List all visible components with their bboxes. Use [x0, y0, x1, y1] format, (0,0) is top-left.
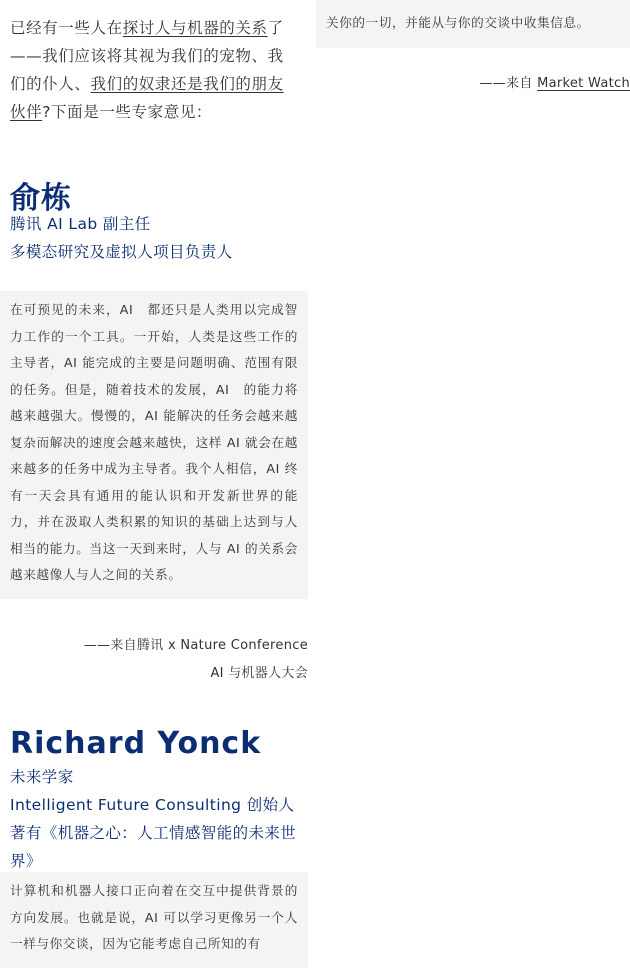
expert-role: 著有《机器之心：人工情感智能的未来世界》 — [10, 824, 297, 870]
expert-role: Intelligent Future Consulting 创始人 — [10, 796, 295, 814]
expert-name: Richard Yonck — [10, 726, 262, 761]
expert-name: 俞栋 — [10, 181, 72, 216]
expert-role: 腾讯 AI Lab 副主任 — [10, 215, 151, 233]
source-line: ——来自腾讯 x Nature Conference — [83, 638, 308, 653]
source-prefix: ——来自 — [479, 76, 538, 91]
intro-text-3: ?下面是一些专家意见： — [42, 103, 213, 121]
expert-roles — [0, 210, 233, 266]
market-watch-link[interactable]: Market Watch — [537, 76, 630, 91]
source-line: AI 与机器人大会 — [210, 666, 308, 681]
intro-underlined-1: 探讨人与机器的关系 — [122, 19, 268, 37]
quote-source — [316, 70, 630, 98]
intro-paragraph — [0, 0, 308, 126]
intro-underlined-2: 我们的奴隶还是我们的朋友伙伴 — [10, 75, 284, 121]
expert-role: 未来学家 — [10, 768, 74, 786]
expert-quote: 计算机和机器人接口正向着在交互中提供背景的方向发展。也就是说，AI 可以学习更像另一个人一样与你交谈，因为它能考虑自己所知的有 — [0, 872, 308, 968]
expert-roles — [0, 763, 308, 875]
expert-role: 多模态研究及虚拟人项目负责人 — [10, 243, 233, 261]
left-column — [0, 0, 308, 951]
quote-source — [0, 632, 326, 688]
intro-text-2: 了——我们应该将其视为我们的宠物、我们的仆人、 — [10, 19, 284, 93]
expert-quote-continued: 关你的一切，并能从与你的交谈中收集信息。 — [316, 0, 630, 48]
expert-quote: 在可预见的未来，AI 都还只是人类用以完成智力工作的一个工具。一开始，人类是这些工作的主导者，AI 能完成的主要是问题明确、范围有限的任务。但是，随着技术的发展，AI 的能力将越来越强大。慢慢的，AI 能解决的任务会越来越复杂而解决的速度会越来越快，这样 AI 就会在越来越多的任务中成为主导者。我个人相信，AI 终有一天会具有通用的能认识和开发新世界的能力，并在汲取人类积累的知识的基础上达到与人相当的能力。当这一天到来时，人与 AI 的关系会越来越像人与人之间的关系。 — [0, 291, 308, 599]
intro-text-1: 已经有一些人在 — [10, 19, 123, 37]
